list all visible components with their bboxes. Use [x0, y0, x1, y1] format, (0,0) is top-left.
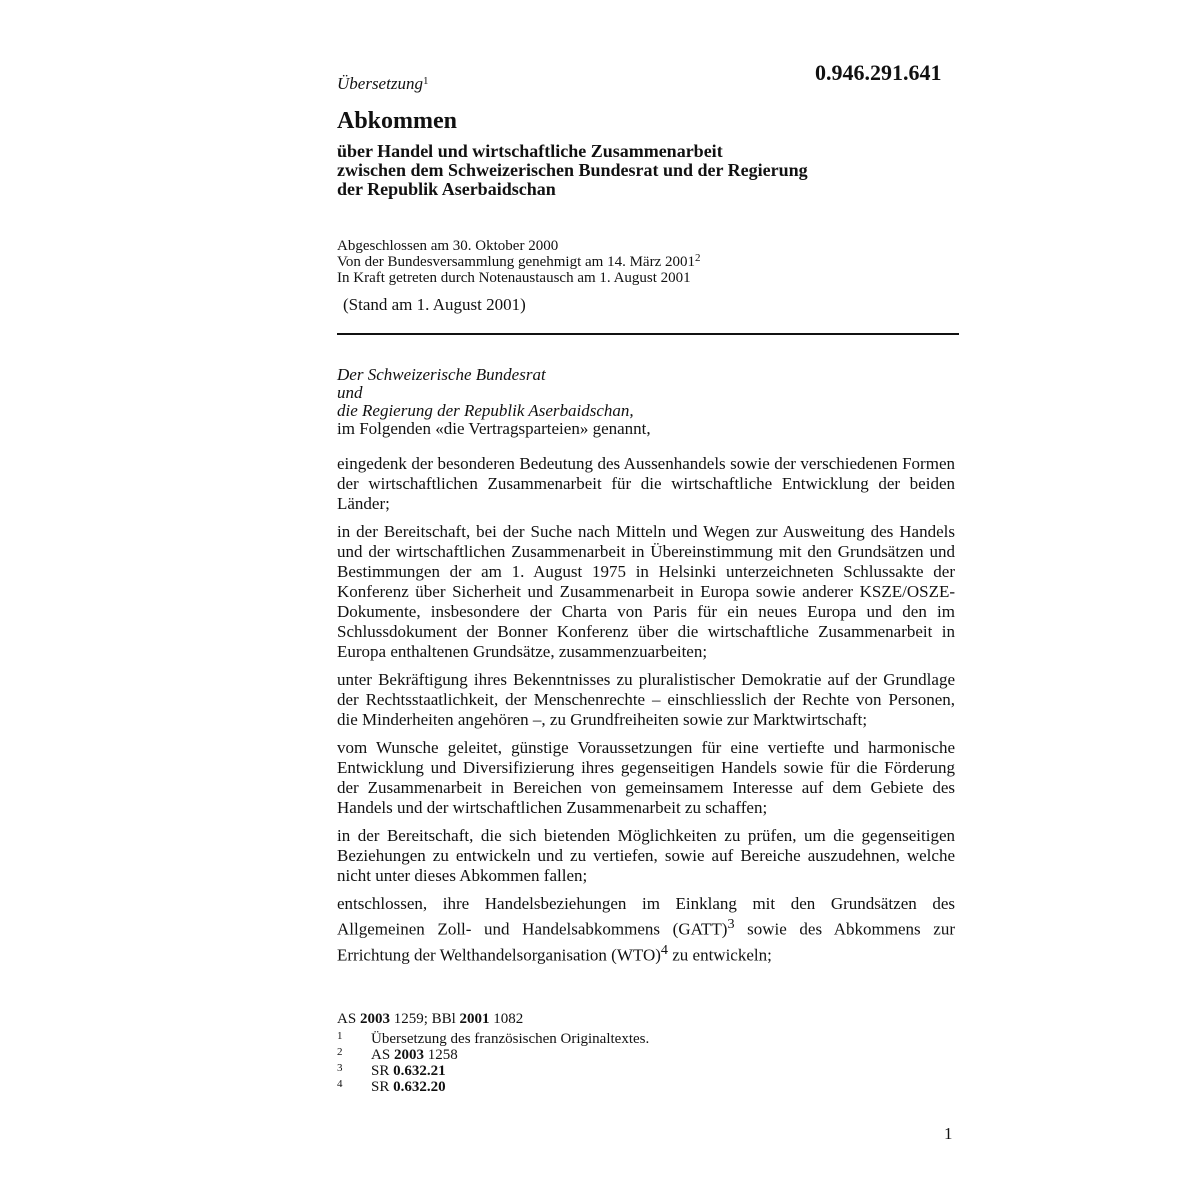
footnote-bold: 0.632.20 [393, 1079, 446, 1095]
subtitle-line: über Handel und wirtschaftliche Zusammenarbeit [337, 141, 723, 161]
subtitle-line: der Republik Aserbaidschan [337, 179, 556, 199]
preamble-text: sowie des Abkommens zur Errichtung der Welthandelsorganisation (WTO) [337, 919, 955, 965]
source-as-year: 2003 [359, 1011, 390, 1027]
sr-number: 0.946.291.641 [815, 60, 942, 85]
status-date: (Stand am 1. August 2001) [343, 295, 526, 314]
approval-text: Von der Bundesversammlung genehmigt am 14. März 2001 [337, 254, 695, 270]
footnote-ref-1[interactable]: 1 [422, 75, 429, 87]
footnote-bold: 2003 [393, 1047, 424, 1063]
footnote-number: 4 [337, 1078, 343, 1090]
footnote-2 [337, 1047, 523, 1063]
preamble-paragraph: eingedenk der besonderen Bedeutung des Aussenhandels sowie der verschiedenen Formen der wirtschaftlichen Zusammenarbeit für die wirtschaftliche Entwicklung der beiden Länder; [337, 454, 955, 513]
preamble [337, 454, 955, 965]
in-force-date: In Kraft getreten durch Notenaustausch am 1. August 2001 [337, 270, 691, 286]
preamble-paragraph: unter Bekräftigung ihres Bekenntnisses zu pluralistischer Demokratie auf der Grundlage der Rechtsstaatlichkeit, der Menschenrechte – einschliesslich der Rechte von Personen, die Minderheiten angehören –, zu Grundfreiheiten sowie zur Marktwirtschaft; [337, 670, 955, 729]
source-as-prefix: AS [337, 1011, 360, 1027]
parties-definition: im Folgenden «die Vertragsparteien» genannt, [337, 419, 651, 438]
contracting-parties [337, 366, 651, 438]
header-divider [337, 333, 959, 335]
footnote-text [371, 1047, 458, 1063]
source-bbl-page: 1082 [489, 1011, 524, 1027]
footnote-prefix: SR [371, 1079, 394, 1095]
source-bbl-year: 2001 [459, 1011, 490, 1027]
footnote-1 [337, 1030, 650, 1047]
document-subtitle [337, 142, 808, 199]
concluded-date: Abgeschlossen am 30. Oktober 2000 [337, 238, 559, 254]
page-number: 1 [944, 1124, 953, 1143]
footnote-ref-4[interactable]: 4 [660, 941, 668, 958]
document-title: Abkommen [337, 108, 458, 134]
footnote-3 [337, 1063, 523, 1079]
source-reference [337, 1011, 523, 1027]
party-swiss-council: Der Schweizerische Bundesrat [337, 365, 546, 384]
footnote-number: 2 [337, 1046, 343, 1058]
footnote-ref-2[interactable]: 2 [695, 252, 701, 264]
party-azerbaijan-government: die Regierung der Republik Aserbaidschan, [337, 401, 634, 420]
preamble-text: zu entwickeln; [667, 945, 772, 965]
preamble-text: entschlossen, ihre Handelsbeziehungen im Einklang mit den Grundsätzen des Allgemeinen Zoll- und Handelsabkommens (GATT) [337, 894, 955, 939]
footnote-4 [337, 1079, 523, 1095]
footnote-bold: 0.632.21 [393, 1063, 446, 1079]
footnote-number: 3 [337, 1062, 343, 1074]
translation-label [337, 74, 428, 94]
party-conjunction: und [337, 383, 363, 402]
footnote-prefix: SR [371, 1063, 394, 1079]
translation-label-text: Übersetzung [337, 74, 423, 93]
footnote-text: Übersetzung des französischen Originaltextes. [371, 1031, 650, 1047]
footnote-suffix: 1258 [423, 1047, 458, 1063]
preamble-paragraph: in der Bereitschaft, bei der Suche nach Mitteln und Wegen zur Ausweitung des Handels und der wirtschaftlichen Zusammenarbeit in Übereinstimmung mit den Grundsätzen und Bestimmungen der am 1. August 1975 in Helsinki unterzeichneten Schlussakte der Konferenz über Sicherheit und Zusammenarbeit in Europa sowie anderer KSZE/OSZE-Dokumente, insbesondere der Charta von Paris für ein neues Europa und den im Schlussdokument der Bonner Konferenz über die wirtschaftliche Zusammenarbeit in Europa enthaltenen Grundsätze, zusammenzuarbeiten; [337, 522, 955, 661]
preamble-paragraph: in der Bereitschaft, die sich bietenden Möglichkeiten zu prüfen, um die gegenseitigen Beziehungen zu entwickeln und zu vertiefen, sowie auf Bereiche auszudehnen, welche nicht unter dieses Abkommen fallen; [337, 826, 955, 885]
preamble-paragraph [337, 894, 955, 965]
footnote-text [371, 1063, 446, 1079]
subtitle-line: zwischen dem Schweizerischen Bundesrat und der Regierung [337, 160, 808, 180]
approval-date [337, 254, 701, 270]
preamble-paragraph: vom Wunsche geleitet, günstige Voraussetzungen für eine vertiefte und harmonische Entwicklung und Diversifizierung ihres gegenseitigen Handels sowie für die Förderung der Zusammenarbeit in Bereichen von gemeinsamem Interesse auf dem Gebiete des Handels und der wirtschaftlichen Zusammenarbeit zu schaffen; [337, 738, 955, 817]
footnotes [337, 1011, 650, 1095]
document-meta [337, 238, 701, 286]
footnote-number: 1 [337, 1030, 343, 1042]
footnote-prefix: AS [371, 1047, 394, 1063]
footnote-ref-3[interactable]: 3 [727, 916, 735, 932]
source-as-page: 1259; BBl [389, 1011, 460, 1027]
footnote-text [371, 1079, 446, 1095]
